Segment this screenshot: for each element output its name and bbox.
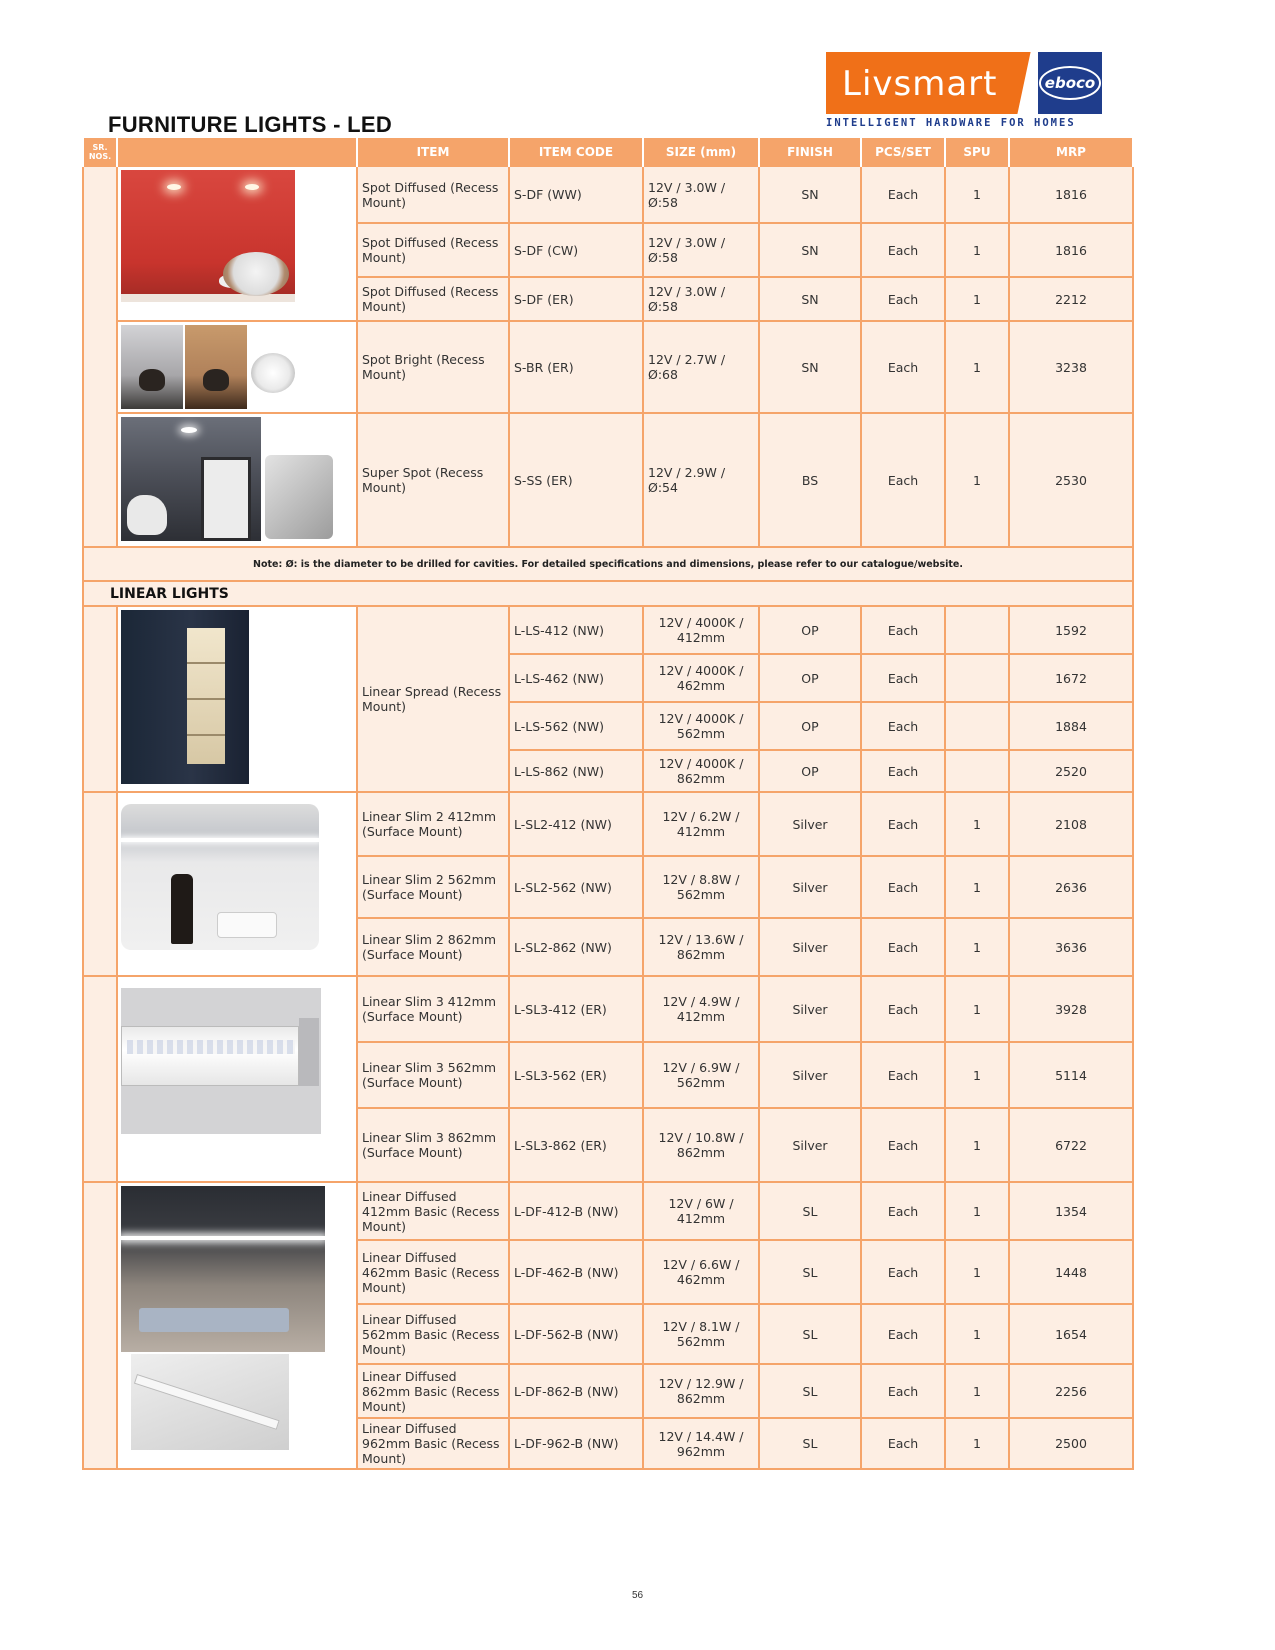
item-spu: 1 — [945, 792, 1009, 856]
linear-slim-3-image — [117, 976, 357, 1182]
item-pcs: Each — [861, 750, 945, 792]
note-text: Note: Ø: is the diameter to be drilled for cavities. For detailed specifications and dimensions, please refer to our catalogue/website. — [83, 547, 1133, 581]
item-size: 12V / 8.8W / 562mm — [643, 856, 759, 918]
sr-cell — [83, 166, 117, 547]
table-row — [83, 792, 1133, 856]
item-size: 12V / 10.8W / 862mm — [643, 1108, 759, 1182]
item-name: Spot Diffused (Recess Mount) — [357, 223, 509, 277]
item-mrp: 5114 — [1009, 1042, 1133, 1108]
item-finish: Silver — [759, 918, 861, 976]
col-finish: FINISH — [759, 138, 861, 166]
item-finish: SN — [759, 277, 861, 321]
item-size: 12V / 6W / 412mm — [643, 1182, 759, 1240]
item-mrp: 2212 — [1009, 277, 1133, 321]
item-pcs: Each — [861, 1182, 945, 1240]
item-size: 12V / 3.0W / Ø:58 — [643, 166, 759, 223]
item-code: S-SS (ER) — [509, 413, 643, 547]
sr-cell — [83, 606, 117, 792]
item-mrp: 2520 — [1009, 750, 1133, 792]
item-finish: SL — [759, 1364, 861, 1418]
sr-cell — [83, 1182, 117, 1469]
item-spu — [945, 750, 1009, 792]
item-pcs: Each — [861, 223, 945, 277]
col-sr: SR. NOS. — [83, 138, 117, 166]
item-finish: Silver — [759, 976, 861, 1042]
item-finish: Silver — [759, 792, 861, 856]
item-name: Linear Diffused 562mm Basic (Recess Mount) — [357, 1304, 509, 1364]
item-finish: SL — [759, 1304, 861, 1364]
item-name: Linear Slim 2 562mm (Surface Mount) — [357, 856, 509, 918]
spot-diffused-image — [117, 166, 357, 321]
item-finish: SN — [759, 166, 861, 223]
item-name: Linear Diffused 962mm Basic (Recess Mount) — [357, 1418, 509, 1469]
brand-name: Livsmart — [842, 64, 998, 104]
item-mrp: 2108 — [1009, 792, 1133, 856]
col-pcs-set: PCS/SET — [861, 138, 945, 166]
item-pcs: Each — [861, 1042, 945, 1108]
item-mrp: 1884 — [1009, 702, 1133, 750]
linear-diffused-image — [117, 1182, 357, 1469]
item-pcs: Each — [861, 1304, 945, 1364]
spot-bright-image — [117, 321, 357, 413]
item-code: L-SL2-412 (NW) — [509, 792, 643, 856]
item-code: L-DF-412-B (NW) — [509, 1182, 643, 1240]
item-spu: 1 — [945, 856, 1009, 918]
col-mrp: MRP — [1009, 138, 1133, 166]
item-finish: BS — [759, 413, 861, 547]
item-name: Spot Bright (Recess Mount) — [357, 321, 509, 413]
sr-cell — [83, 792, 117, 976]
item-spu — [945, 606, 1009, 654]
item-size: 12V / 4000K / 412mm — [643, 606, 759, 654]
col-size: SIZE (mm) — [643, 138, 759, 166]
item-size: 12V / 6.2W / 412mm — [643, 792, 759, 856]
item-finish: SL — [759, 1418, 861, 1469]
table-header — [83, 138, 1133, 166]
item-code: L-SL3-562 (ER) — [509, 1042, 643, 1108]
item-spu: 1 — [945, 223, 1009, 277]
brand-secondary-name: eboco — [1039, 66, 1101, 100]
item-mrp: 3636 — [1009, 918, 1133, 976]
col-item-code: ITEM CODE — [509, 138, 643, 166]
item-mrp: 1816 — [1009, 223, 1133, 277]
item-mrp: 1354 — [1009, 1182, 1133, 1240]
item-size: 12V / 6.9W / 562mm — [643, 1042, 759, 1108]
item-spu: 1 — [945, 1108, 1009, 1182]
item-size: 12V / 4000K / 462mm — [643, 654, 759, 702]
item-code: L-DF-562-B (NW) — [509, 1304, 643, 1364]
item-finish: SN — [759, 321, 861, 413]
col-item: ITEM — [357, 138, 509, 166]
page-number: 56 — [631, 1590, 644, 1601]
item-finish: SN — [759, 223, 861, 277]
item-code: S-DF (ER) — [509, 277, 643, 321]
item-code: L-LS-562 (NW) — [509, 702, 643, 750]
item-finish: SL — [759, 1182, 861, 1240]
item-name: Spot Diffused (Recess Mount) — [357, 166, 509, 223]
item-spu: 1 — [945, 918, 1009, 976]
item-pcs: Each — [861, 1364, 945, 1418]
item-spu — [945, 654, 1009, 702]
brand-logo — [826, 52, 1102, 114]
item-size: 12V / 14.4W / 962mm — [643, 1418, 759, 1469]
livsmart-logo — [826, 52, 1038, 114]
table-row — [83, 321, 1133, 413]
item-code: L-LS-862 (NW) — [509, 750, 643, 792]
item-pcs: Each — [861, 976, 945, 1042]
item-code: L-SL3-412 (ER) — [509, 976, 643, 1042]
item-spu: 1 — [945, 277, 1009, 321]
item-finish: Silver — [759, 1108, 861, 1182]
item-pcs: Each — [861, 1240, 945, 1304]
item-pcs: Each — [861, 1418, 945, 1469]
item-finish: Silver — [759, 1042, 861, 1108]
item-mrp: 1654 — [1009, 1304, 1133, 1364]
item-pcs: Each — [861, 918, 945, 976]
item-code: S-DF (CW) — [509, 223, 643, 277]
item-pcs: Each — [861, 166, 945, 223]
item-name: Super Spot (Recess Mount) — [357, 413, 509, 547]
price-table — [82, 138, 1134, 1470]
item-code: S-DF (WW) — [509, 166, 643, 223]
item-code: L-SL2-562 (NW) — [509, 856, 643, 918]
item-mrp: 2530 — [1009, 413, 1133, 547]
note-row — [83, 547, 1133, 581]
item-spu: 1 — [945, 1364, 1009, 1418]
item-spu — [945, 702, 1009, 750]
item-mrp: 3928 — [1009, 976, 1133, 1042]
item-mrp: 1592 — [1009, 606, 1133, 654]
item-pcs: Each — [861, 321, 945, 413]
item-mrp: 2256 — [1009, 1364, 1133, 1418]
brand-tagline: INTELLIGENT HARDWARE FOR HOMES — [826, 117, 1076, 129]
item-pcs: Each — [861, 654, 945, 702]
item-name: Linear Slim 2 412mm (Surface Mount) — [357, 792, 509, 856]
item-spu: 1 — [945, 976, 1009, 1042]
table-row — [83, 976, 1133, 1042]
col-spu: SPU — [945, 138, 1009, 166]
item-size: 12V / 12.9W / 862mm — [643, 1364, 759, 1418]
item-name: Linear Slim 2 862mm (Surface Mount) — [357, 918, 509, 976]
item-size: 12V / 6.6W / 462mm — [643, 1240, 759, 1304]
item-code: L-DF-862-B (NW) — [509, 1364, 643, 1418]
item-name: Linear Slim 3 862mm (Surface Mount) — [357, 1108, 509, 1182]
item-pcs: Each — [861, 792, 945, 856]
item-size: 12V / 4000K / 562mm — [643, 702, 759, 750]
item-finish: SL — [759, 1240, 861, 1304]
item-name: Linear Slim 3 412mm (Surface Mount) — [357, 976, 509, 1042]
item-spu: 1 — [945, 1418, 1009, 1469]
item-size: 12V / 13.6W / 862mm — [643, 918, 759, 976]
item-code: S-BR (ER) — [509, 321, 643, 413]
item-size: 12V / 3.0W / Ø:58 — [643, 277, 759, 321]
page-title: FURNITURE LIGHTS - LED — [108, 112, 393, 137]
item-size: 12V / 3.0W / Ø:58 — [643, 223, 759, 277]
item-spu: 1 — [945, 321, 1009, 413]
section-title: LINEAR LIGHTS — [83, 581, 1133, 606]
item-pcs: Each — [861, 1108, 945, 1182]
item-spu: 1 — [945, 1304, 1009, 1364]
item-finish: OP — [759, 654, 861, 702]
item-finish: OP — [759, 702, 861, 750]
item-name: Linear Diffused 462mm Basic (Recess Mount) — [357, 1240, 509, 1304]
item-name: Linear Diffused 862mm Basic (Recess Mount) — [357, 1364, 509, 1418]
table-row — [83, 606, 1133, 654]
item-finish: Silver — [759, 856, 861, 918]
item-mrp: 2500 — [1009, 1418, 1133, 1469]
item-code: L-LS-462 (NW) — [509, 654, 643, 702]
item-pcs: Each — [861, 277, 945, 321]
item-spu: 1 — [945, 1240, 1009, 1304]
item-size: 12V / 2.9W / Ø:54 — [643, 413, 759, 547]
item-spu: 1 — [945, 1042, 1009, 1108]
item-code: L-SL3-862 (ER) — [509, 1108, 643, 1182]
item-code: L-LS-412 (NW) — [509, 606, 643, 654]
table-row — [83, 166, 1133, 223]
item-size: 12V / 2.7W / Ø:68 — [643, 321, 759, 413]
table-row — [83, 413, 1133, 547]
item-code: L-SL2-862 (NW) — [509, 918, 643, 976]
item-code: L-DF-962-B (NW) — [509, 1418, 643, 1469]
item-mrp: 1448 — [1009, 1240, 1133, 1304]
item-mrp: 2636 — [1009, 856, 1133, 918]
item-spu: 1 — [945, 166, 1009, 223]
item-finish: OP — [759, 750, 861, 792]
item-finish: OP — [759, 606, 861, 654]
sr-cell — [83, 976, 117, 1182]
item-code: L-DF-462-B (NW) — [509, 1240, 643, 1304]
item-mrp: 3238 — [1009, 321, 1133, 413]
item-pcs: Each — [861, 606, 945, 654]
item-spu: 1 — [945, 1182, 1009, 1240]
item-mrp: 1816 — [1009, 166, 1133, 223]
item-spu: 1 — [945, 413, 1009, 547]
item-name: Linear Spread (Recess Mount) — [357, 606, 509, 792]
item-name: Linear Diffused 412mm Basic (Recess Mount) — [357, 1182, 509, 1240]
item-size: 12V / 8.1W / 562mm — [643, 1304, 759, 1364]
item-size: 12V / 4.9W / 412mm — [643, 976, 759, 1042]
super-spot-image — [117, 413, 357, 547]
item-pcs: Each — [861, 413, 945, 547]
linear-spread-image — [117, 606, 357, 792]
section-row — [83, 581, 1133, 606]
item-size: 12V / 4000K / 862mm — [643, 750, 759, 792]
table-row — [83, 1182, 1133, 1240]
item-name: Linear Slim 3 562mm (Surface Mount) — [357, 1042, 509, 1108]
item-pcs: Each — [861, 702, 945, 750]
item-name: Spot Diffused (Recess Mount) — [357, 277, 509, 321]
item-mrp: 1672 — [1009, 654, 1133, 702]
col-image — [117, 138, 357, 166]
linear-slim-2-image — [117, 792, 357, 976]
item-mrp: 6722 — [1009, 1108, 1133, 1182]
eboco-logo — [1038, 52, 1102, 114]
item-pcs: Each — [861, 856, 945, 918]
